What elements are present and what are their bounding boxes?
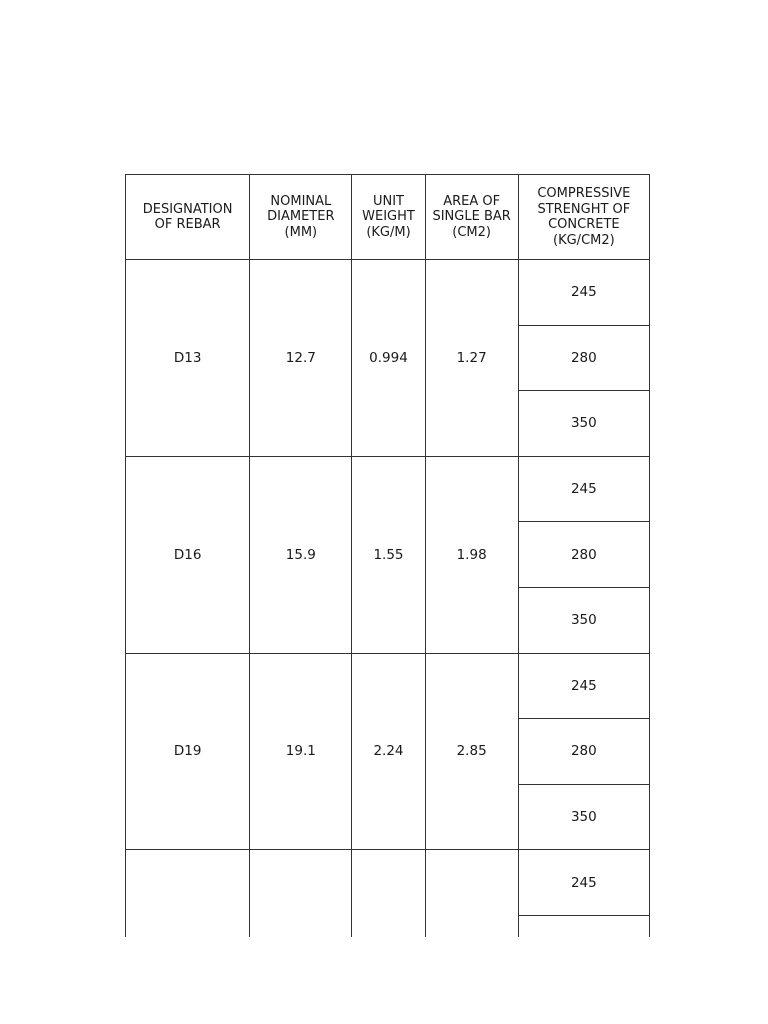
- header-line: (MM): [284, 224, 318, 240]
- header-line: CONCRETE: [548, 217, 620, 232]
- table-header-row: [126, 175, 650, 260]
- header-line: STRENGHT OF: [537, 201, 631, 217]
- cell-designation: [126, 850, 250, 937]
- header-line: (CM2): [452, 224, 491, 240]
- rebar-table-container: [125, 174, 650, 937]
- header-area-single-bar: [425, 175, 518, 260]
- cell-strength: 280: [518, 719, 649, 785]
- header-nominal-diameter: [250, 175, 352, 260]
- cell-strength: 280: [518, 325, 649, 391]
- cell-strength: 350: [518, 587, 649, 653]
- header-line: COMPRESSIVE: [537, 186, 631, 201]
- table-row: [126, 653, 650, 719]
- cell-diameter: 19.1: [250, 653, 352, 850]
- header-line: WEIGHT: [362, 209, 415, 225]
- cell-unit-weight: 2.24: [352, 653, 425, 850]
- cell-strength: [518, 915, 649, 937]
- cell-unit-weight: [352, 850, 425, 937]
- cell-area: 2.85: [425, 653, 518, 850]
- cell-area: 1.27: [425, 260, 518, 457]
- table-row: [126, 456, 650, 522]
- header-line: DIAMETER: [267, 209, 335, 225]
- header-line: AREA OF: [443, 193, 501, 209]
- cell-designation: D13: [126, 260, 250, 457]
- table-row: [126, 850, 650, 916]
- table-row: [126, 260, 650, 326]
- header-line: NOMINAL: [270, 193, 332, 209]
- header-line: DESIGNATION: [142, 201, 233, 217]
- cell-strength: 350: [518, 391, 649, 457]
- cell-strength: 350: [518, 784, 649, 850]
- header-designation: [126, 175, 250, 260]
- cell-unit-weight: 1.55: [352, 456, 425, 653]
- rebar-properties-table: [125, 174, 650, 937]
- cell-diameter: [250, 850, 352, 937]
- cell-strength: 245: [518, 850, 649, 916]
- header-line: (KG/CM2): [553, 232, 615, 248]
- cell-diameter: 15.9: [250, 456, 352, 653]
- cell-strength: 245: [518, 653, 649, 719]
- cell-designation: D16: [126, 456, 250, 653]
- cell-area: [425, 850, 518, 937]
- header-line: OF REBAR: [154, 217, 221, 232]
- cell-strength: 245: [518, 260, 649, 326]
- cell-strength: 280: [518, 522, 649, 588]
- header-line: (KG/M): [366, 224, 411, 240]
- cell-unit-weight: 0.994: [352, 260, 425, 457]
- header-compressive-strength: [518, 175, 649, 260]
- cell-designation: D19: [126, 653, 250, 850]
- cell-strength: 245: [518, 456, 649, 522]
- cell-diameter: 12.7: [250, 260, 352, 457]
- header-line: UNIT: [372, 193, 404, 209]
- header-line: SINGLE BAR: [432, 209, 511, 225]
- header-unit-weight: [352, 175, 425, 260]
- cell-area: 1.98: [425, 456, 518, 653]
